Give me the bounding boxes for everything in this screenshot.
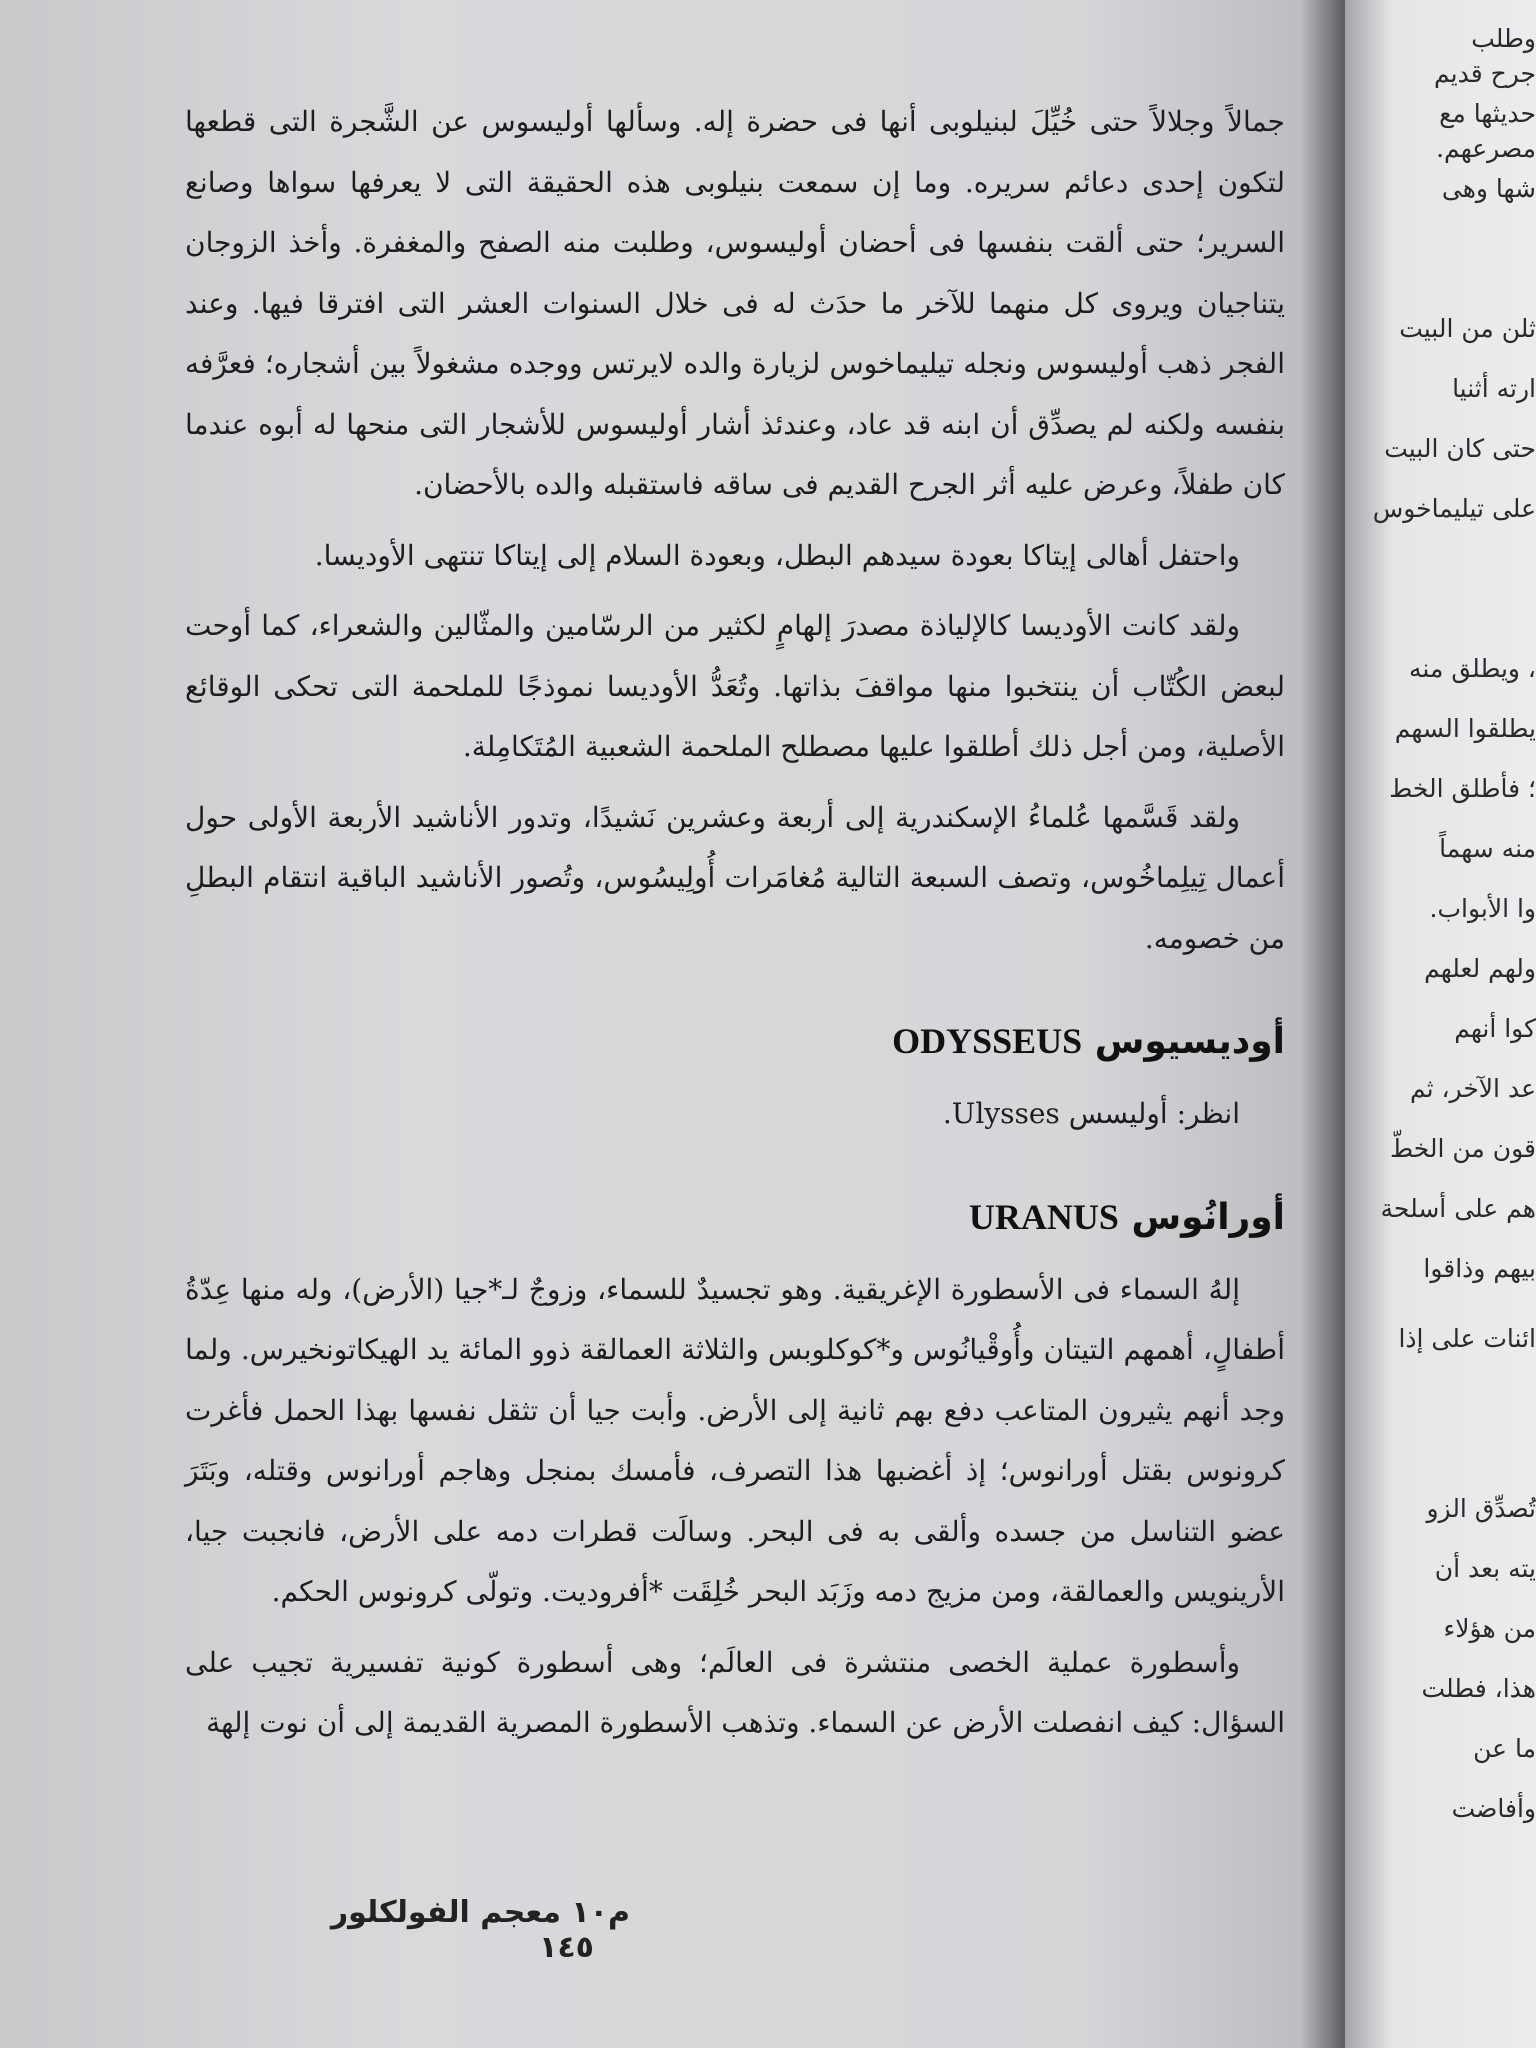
facing-page-line: عد الآخر، ثم — [1409, 1074, 1536, 1103]
facing-page-line: منه سهماً — [1439, 834, 1536, 863]
facing-page-line: ما عن — [1473, 1734, 1536, 1763]
cross-reference-ulysses: انظر: أوليسس Ulysses. — [942, 1097, 1240, 1130]
page-body — [185, 92, 1285, 1754]
facing-page-line: من هؤلاء — [1443, 1614, 1536, 1643]
facing-page-line: مصرعهم. — [1436, 134, 1536, 163]
facing-page-line: حتى كان البيت — [1384, 434, 1536, 463]
facing-page-line: وا الأبواب. — [1429, 894, 1536, 923]
facing-page-line: هم على أسلحة — [1380, 1194, 1536, 1223]
facing-page-line: جرح قديم — [1433, 59, 1536, 88]
facing-page-line: يته بعد أن — [1434, 1554, 1536, 1583]
facing-page-line: وأفاضت — [1451, 1794, 1536, 1823]
page-footer — [230, 1895, 630, 1965]
entry-heading-uranus — [185, 1185, 1285, 1250]
facing-page-line: تُصدِّق الزو — [1426, 1494, 1536, 1523]
paragraph-inspiration: ولقد كانت الأوديسا كالإلياذة مصدرَ إلهامٍ لكثير من الرسّامين والمثّالين والشعراء، كما أوحت لبعض الكُتّاب أن ينتخبوا منها مواقفَ بذاتها. وتُعَدُّ الأوديسا نموذجًا للملحمة التى تحكى الوقائع الأصلية، ومن أجل ذلك أطلقوا عليها مصطلح الملحمة الشعبية المُتَكامِلة. — [185, 609, 1285, 763]
paragraph-castration-myth: وأسطورة عملية الخصى منتشرة فى العالَم؛ وهى أسطورة كونية تفسيرية تجيب على السؤال: كيف انفصلت الأرض عن السماء. وتذهب الأسطورة المصرية القديمة إلى أن نوت إلهة — [185, 1645, 1285, 1739]
entry-heading-latin: URANUS — [968, 1196, 1119, 1237]
facing-page-line: هذا، فطلت — [1421, 1674, 1536, 1703]
facing-page-line: قون من الخطّ — [1390, 1134, 1536, 1163]
entry-heading-arabic: أورانُوس — [1131, 1196, 1285, 1238]
facing-page-line: وطلب — [1471, 24, 1536, 53]
facing-page-line: ارته أثنيا — [1452, 374, 1536, 403]
facing-page-line: على تيليماخوس — [1372, 494, 1536, 523]
paragraph-uranus-myth: إلهُ السماء فى الأسطورة الإغريقية. وهو تجسيدٌ للسماء، وزوجٌ لـ*جيا (الأرض)، وله منها عِدّةُ أطفالٍ، أهمهم التيتان وأُوقْيانُوس و*كوكلوبس والثلاثة العمالقة ذوو المائة يد الهيكاتونخيرس. ولما وجد أنهم يثيرون المتاعب دفع بهم ثانية إلى الأرض. وأبت جيا أن تثقل نفسها بهذا الحمل فأغرت كرونوس بقتل أورانوس؛ إذ أغضبها هذا التصرف، فأمسك بمنجل وهاجم أورانوس وقتله، وبَتَرَ عضو التناسل من جسده وألقى به فى البحر. وسالَت قطرات دمه على الأرض، فانجبت جيا، الأرينويس والعمالقة، ومن مزيج دمه وزَبَد البحر خُلِقَت *أفروديت. وتولّى كرونوس الحكم. — [185, 1272, 1285, 1608]
facing-page-line: ولهم لعلهم — [1424, 954, 1536, 983]
facing-page-line: شها وهى — [1441, 174, 1536, 203]
book-title-footer: م١٠ معجم الفولكلور — [330, 1895, 630, 1930]
page-number: ١٤٥ — [539, 1930, 594, 1965]
entry-heading-arabic: أوديسيوس — [1094, 1021, 1285, 1062]
facing-page-line: ؛ فأطلق الخط — [1389, 774, 1536, 803]
facing-page-line: كوا أنهم — [1454, 1014, 1536, 1043]
paragraph-celebration: واحتفل أهالى إيتاكا بعودة سيدهم البطل، وبعودة السلام إلى إيتاكا تنتهى الأوديسا. — [314, 538, 1240, 572]
paragraph-cantos: ولقد قَسَّمها عُلماءُ الإسكندرية إلى أربعة وعشرين نَشيدًا، وتدور الأناشيد الأربعة الأولى حول أعمال تِيلِماخُوس، وتصف السبعة التالية مُغامَرات أُولِيسُوس، وتُصور الأناشيد الباقية انتقام البطلِ من خصومه. — [185, 800, 1285, 955]
facing-page-line: ، ويطلق منه — [1409, 654, 1536, 683]
facing-page-line: حديثها مع — [1439, 99, 1536, 128]
facing-page-line: يطلقوا السهم — [1394, 714, 1536, 743]
entry-heading-odysseus — [185, 1009, 1285, 1074]
facing-page-line: بيهم وذاقوا — [1423, 1254, 1536, 1283]
paragraph-odyssey-continuation: جمالاً وجلالاً حتى خُيِّلَ لبنيلوبى أنها فى حضرة إله. وسألها أوليسوس عن الشَّجرة التى قطعها لتكون إحدى دعائم سريره. وما إن سمعت بنيلوبى هذه الحقيقة التى لا يعرفها سواها وصانع السرير؛ حتى ألقت بنفسها فى أحضان أوليسوس، وطلبت منه الصفح والمغفرة. وأخذ الزوجان يتناجيان ويروى كل منهما للآخر ما حدَث له فى خلال السنوات العشر التى افترقا فيها. وعند الفجر ذهب أوليسوس ونجله تيليماخوس لزيارة والده لايرتس ووجده مشغولاً بين أشجاره؛ فعرَّفه بنفسه ولكنه لم يصدِّق أن ابنه قد عاد، وعندئذ أشار أوليسوس للأشجار التى منحها له أبوه عندما كان طفلاً، وعرض عليه أثر الجرح القديم فى ساقه فاستقبله والده بالأحضان. — [185, 105, 1285, 501]
entry-heading-latin: ODYSSEUS — [892, 1021, 1083, 1061]
facing-page-line: ثلن من البيت — [1399, 314, 1536, 343]
facing-page-line: ائنات على إذا — [1398, 1324, 1536, 1353]
